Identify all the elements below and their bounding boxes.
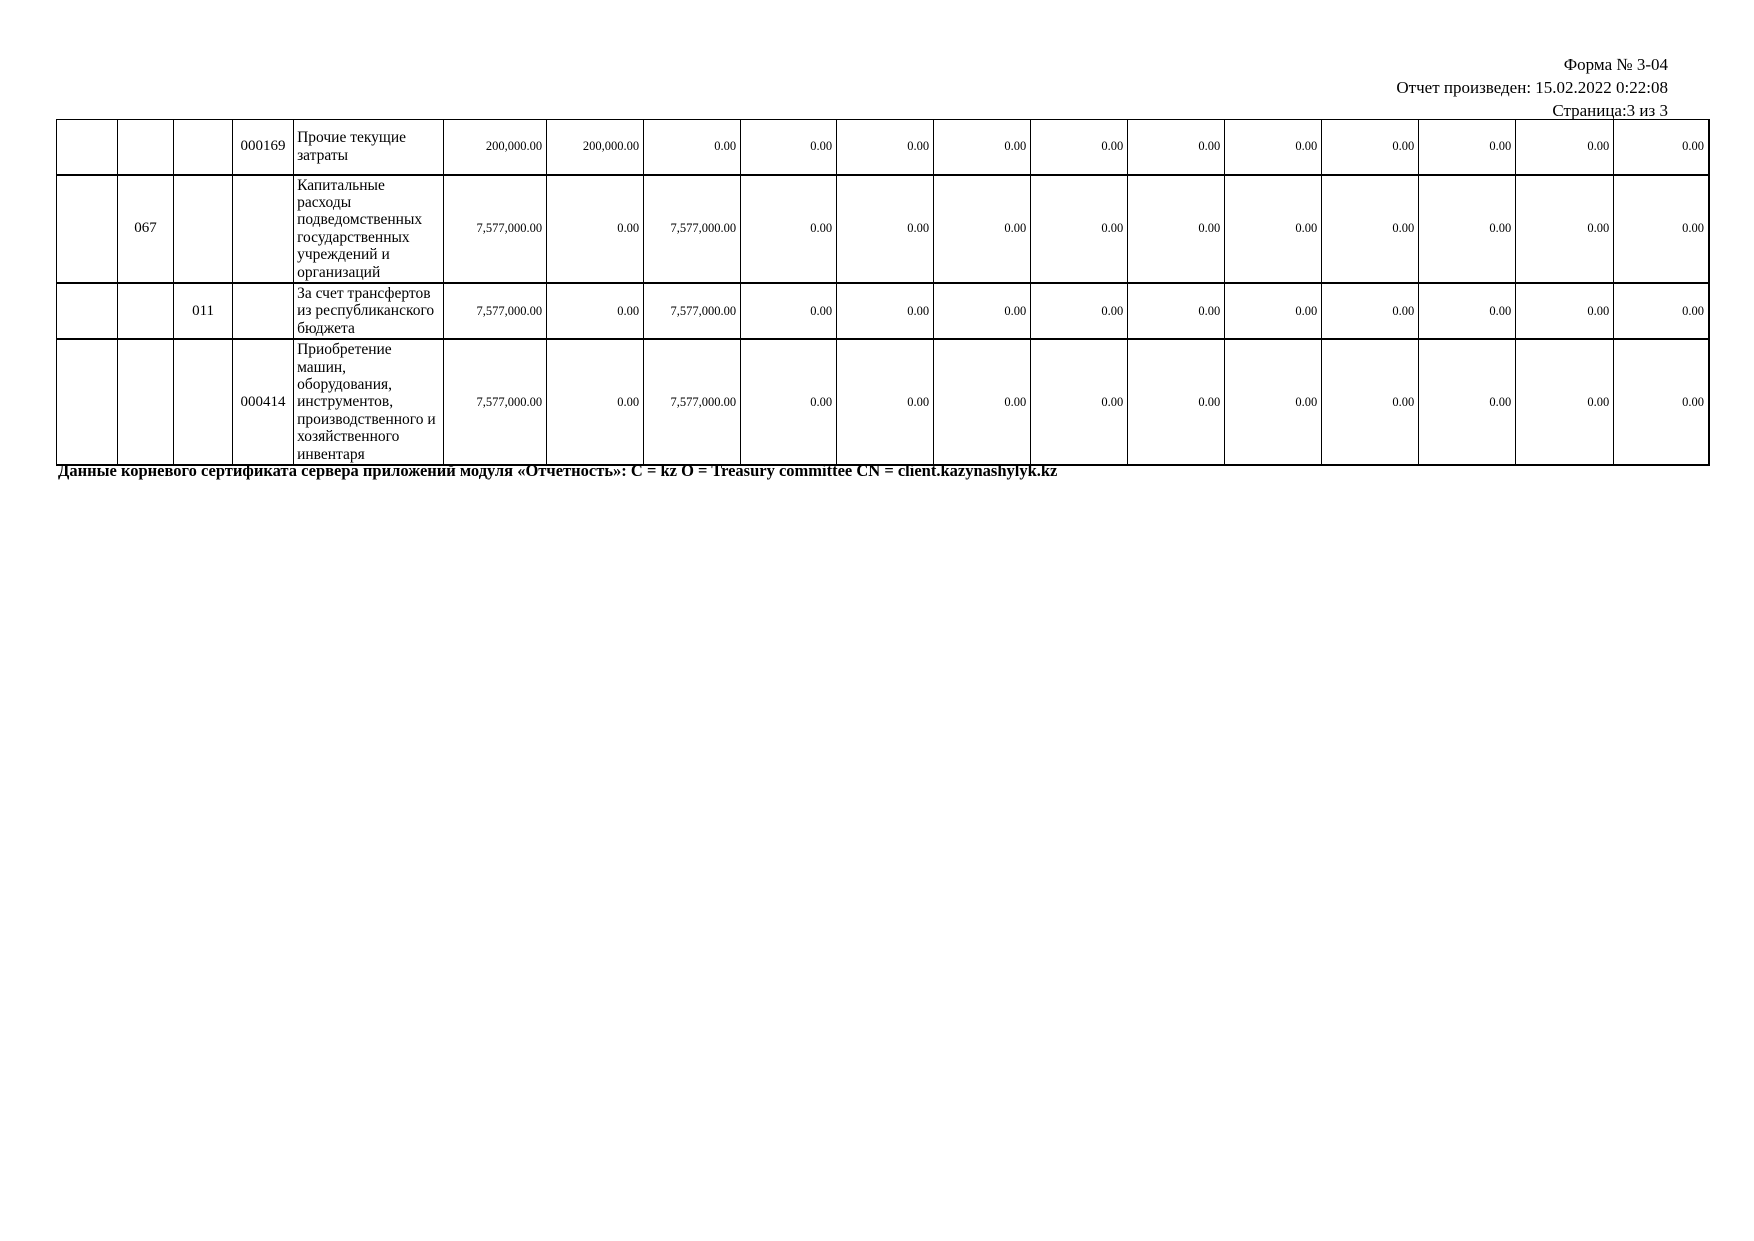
value-cell: 0.00 (1322, 120, 1419, 175)
value-cell: 0.00 (934, 120, 1031, 175)
report-table (56, 119, 1710, 466)
value-cell: 0.00 (1419, 120, 1516, 175)
code-cell (118, 339, 174, 465)
value-cell: 0.00 (1031, 120, 1128, 175)
value-cell: 7,577,000.00 (644, 175, 741, 283)
value-cell: 0.00 (741, 120, 837, 175)
value-cell: 0.00 (547, 175, 644, 283)
value-cell: 0.00 (1225, 339, 1322, 465)
code-cell (118, 120, 174, 175)
code-cell (174, 120, 233, 175)
value-cell: 0.00 (1614, 339, 1709, 465)
value-cell: 0.00 (1516, 175, 1614, 283)
value-cell: 0.00 (1322, 175, 1419, 283)
value-cell: 0.00 (644, 120, 741, 175)
code-cell: 011 (174, 283, 233, 339)
value-cell: 0.00 (1225, 283, 1322, 339)
value-cell: 7,577,000.00 (444, 283, 547, 339)
value-cell: 0.00 (837, 283, 934, 339)
code-cell (174, 175, 233, 283)
certificate-info: Данные корневого сертификата сервера приложений модуля «Отчетность»: C = kz O = Treasury committee CN = client.kazynashylyk.kz (58, 461, 1058, 480)
value-cell: 0.00 (741, 175, 837, 283)
value-cell: 0.00 (1516, 283, 1614, 339)
page-indicator: Страница:3 из 3 (1552, 101, 1668, 120)
value-cell: 0.00 (1322, 339, 1419, 465)
value-cell: 0.00 (1225, 175, 1322, 283)
value-cell: 0.00 (1031, 283, 1128, 339)
value-cell: 0.00 (1128, 120, 1225, 175)
description-cell: Прочие текущие затраты (294, 120, 444, 175)
value-cell: 0.00 (741, 283, 837, 339)
value-cell: 0.00 (837, 120, 934, 175)
value-cell: 0.00 (837, 175, 934, 283)
code-cell: 067 (118, 175, 174, 283)
table-row (57, 175, 1710, 283)
value-cell: 0.00 (1225, 120, 1322, 175)
value-cell: 7,577,000.00 (444, 175, 547, 283)
value-cell: 0.00 (1419, 339, 1516, 465)
description-cell: Приобретение машин, оборудования, инструментов, производственного и хозяйственного инвентаря (294, 339, 444, 465)
value-cell: 0.00 (1516, 120, 1614, 175)
value-cell: 0.00 (1419, 175, 1516, 283)
table-row (57, 120, 1710, 175)
value-cell: 0.00 (934, 283, 1031, 339)
code-cell (57, 175, 118, 283)
report-header (1396, 53, 1668, 122)
value-cell: 0.00 (1128, 283, 1225, 339)
code-cell (57, 283, 118, 339)
value-cell: 0.00 (547, 339, 644, 465)
code-cell (174, 339, 233, 465)
report-generated-timestamp: Отчет произведен: 15.02.2022 0:22:08 (1396, 78, 1668, 97)
code-cell (233, 175, 294, 283)
value-cell: 7,577,000.00 (644, 339, 741, 465)
code-cell (57, 339, 118, 465)
value-cell: 0.00 (1031, 339, 1128, 465)
value-cell: 0.00 (934, 175, 1031, 283)
value-cell: 0.00 (1614, 175, 1709, 283)
value-cell: 0.00 (837, 339, 934, 465)
value-cell: 7,577,000.00 (644, 283, 741, 339)
description-cell: Капитальные расходы подведомственных государственных учреждений и организаций (294, 175, 444, 283)
description-cell: За счет трансфертов из республиканского бюджета (294, 283, 444, 339)
value-cell: 200,000.00 (547, 120, 644, 175)
value-cell: 0.00 (1516, 339, 1614, 465)
value-cell: 0.00 (1419, 283, 1516, 339)
form-number: Форма № 3-04 (1563, 55, 1668, 74)
code-cell (118, 283, 174, 339)
code-cell: 000414 (233, 339, 294, 465)
value-cell: 0.00 (1031, 175, 1128, 283)
value-cell: 0.00 (1614, 283, 1709, 339)
value-cell: 200,000.00 (444, 120, 547, 175)
value-cell: 0.00 (1322, 283, 1419, 339)
code-cell (57, 120, 118, 175)
code-cell: 000169 (233, 120, 294, 175)
value-cell: 0.00 (934, 339, 1031, 465)
table-row (57, 339, 1710, 465)
value-cell: 7,577,000.00 (444, 339, 547, 465)
value-cell: 0.00 (1128, 175, 1225, 283)
code-cell (233, 283, 294, 339)
table-row (57, 283, 1710, 339)
value-cell: 0.00 (547, 283, 644, 339)
value-cell: 0.00 (1128, 339, 1225, 465)
value-cell: 0.00 (741, 339, 837, 465)
value-cell: 0.00 (1614, 120, 1709, 175)
